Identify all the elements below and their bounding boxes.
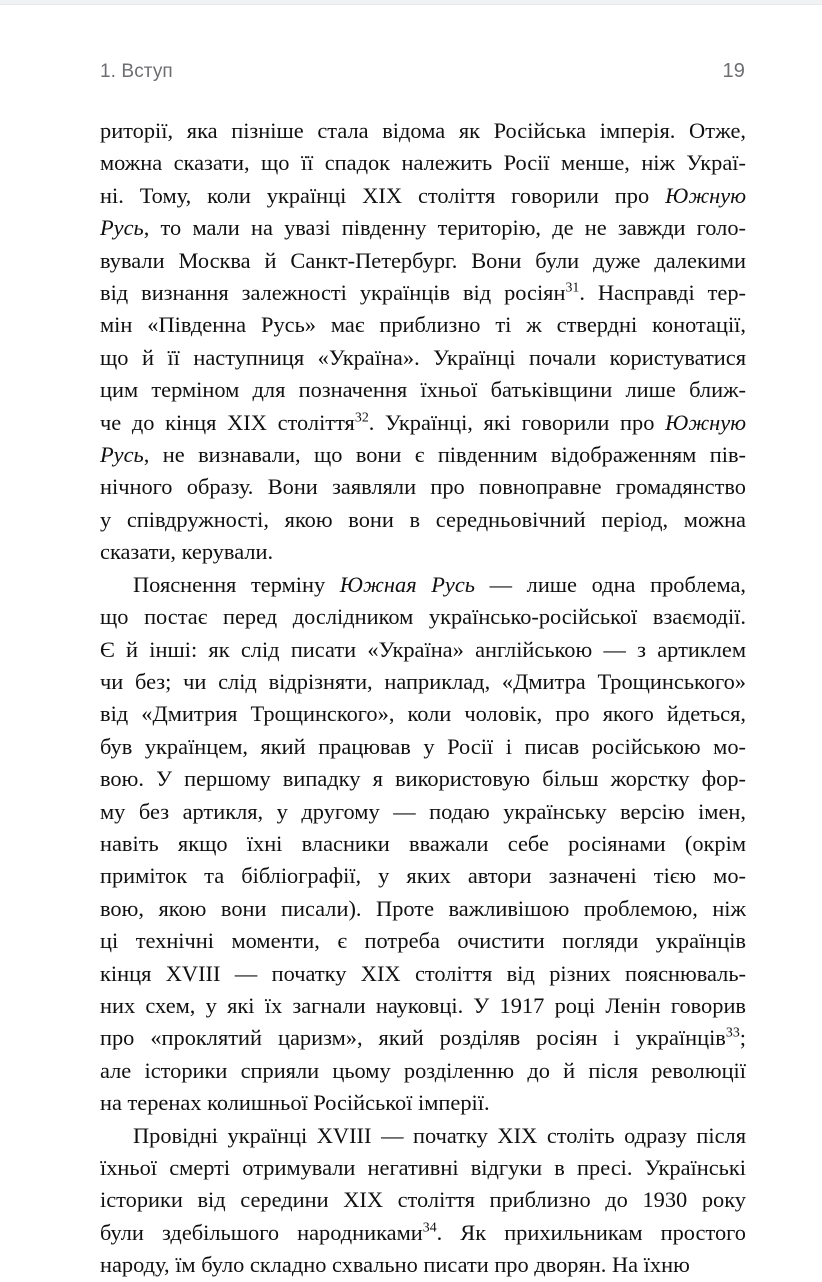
text-line: риторії, яка пізніше стала відома як Російська імперія. Отже, <box>100 118 746 143</box>
text-line: Пояснення терміну Южная Русь — лише одна проблема, <box>133 571 746 597</box>
text-line: цим терміном для позначення їхньої батьківщини лише ближ- <box>100 377 746 403</box>
text-line: навіть якщо їхні власники вважали себе росіянами (окрім <box>100 830 746 856</box>
text-line: про «проклятий царизм», який розділяв росіян і українців$^{33}$; <box>100 1025 746 1051</box>
text-line: вували Москва й Санкт-Петербург. Вони були дуже далекими <box>100 247 746 273</box>
running-header <box>100 58 745 84</box>
text-line: чи без; чи слід відрізняти, наприклад, «Дмитра Трощинського» <box>100 668 746 694</box>
text-line: у співдружності, якою вони в середньовічний період, можна <box>100 506 746 532</box>
viewer-top-edge <box>0 0 822 5</box>
text-line: Є й інші: як слід писати «Україна» англійською — з артиклем <box>100 636 746 662</box>
footnote-marker-33: 33 <box>725 1025 740 1041</box>
text-line: від «Дмитрия Трощинского», коли чоловік, про якого йдеться, <box>100 701 746 727</box>
running-header-chapter-title: 1. Вступ <box>100 61 173 82</box>
text-line: їхньої смерті отримували негативні відгуки в пресі. Українські <box>100 1155 746 1180</box>
text-line: від визнання залежності українців від росіян$^{31}$. Насправді тер- <box>100 280 746 306</box>
page-text-block <box>100 115 746 1282</box>
text-line: мін «Південна Русь» має приблизно ті ж ствердні конотації, <box>100 312 746 338</box>
text-line: вою. У першому випадку я використовую більш жорстку фор- <box>100 766 746 792</box>
text-line: Провідні українці XVIII — початку XIX століть одразу після <box>133 1122 746 1148</box>
text-line: народу, їм було складно схвально писати про дворян. На їхню <box>100 1252 690 1278</box>
italic-term: Русь <box>100 215 144 241</box>
text-line: че до кінця XIX століття$^{32}$. Українці, які говорили про Южную <box>100 409 747 435</box>
text-line: му без артикля, у другому — подаю українську версію імен, <box>100 798 746 824</box>
text-line: Русь, то мали на увазі південну територію, де не завжди голо- <box>100 215 746 241</box>
text-line: ні. Тому, коли українці XIX століття говорили про Южную <box>100 182 746 208</box>
page-number: 19 <box>722 60 745 82</box>
text-line: Русь, не визнавали, що вони є південним відображенням пів- <box>100 442 746 468</box>
text-line: сказати, керували. <box>100 539 274 565</box>
text-line: що постає перед дослідником українсько-російської взаємодії. <box>100 604 746 630</box>
italic-term: Южную <box>665 409 747 435</box>
text-line: приміток та бібліографії, у яких автори зазначені тією мо- <box>100 863 746 889</box>
text-line: них схем, у які їх загнали науковці. У 1917 році Ленін говорив <box>100 992 746 1018</box>
text-line: що й її наступниця «Україна». Українці почали користуватися <box>100 344 746 370</box>
text-line: на теренах колишньої Російської імперії. <box>100 1090 490 1116</box>
paragraph-3 <box>100 1120 746 1282</box>
footnote-marker-32: 32 <box>354 410 369 426</box>
text-line: можна сказати, що її спадок належить Росії менше, ніж Украї- <box>100 150 746 176</box>
footnote-marker-31: 31 <box>565 280 580 296</box>
italic-term: Южную <box>665 182 746 208</box>
paragraph-2 <box>100 569 746 1120</box>
italic-term: Русь <box>100 442 144 468</box>
italic-term: Южная Русь <box>339 571 475 597</box>
text-line: був українцем, який працював у Росії і писав російською мо- <box>100 733 746 759</box>
text-line: були здебільшого народниками$^{34}$. Як прихильникам простого <box>100 1219 746 1245</box>
text-line: нічного образу. Вони заявляли про повноправне громадянство <box>100 474 746 500</box>
text-line: ці технічні моменти, є потреба очистити погляди українців <box>100 928 746 954</box>
text-line: вою, якою вони писали). Проте важливішою проблемою, ніж <box>100 895 746 921</box>
footnote-marker-34: 34 <box>422 1220 437 1236</box>
text-line: кінця XVIII — початку XIX століття від різних пояснюваль- <box>100 960 746 986</box>
text-line: але історики сприяли цьому розділенню до й після революції <box>100 1057 746 1083</box>
text-line: історики від середини XIX століття приблизно до 1930 року <box>100 1187 746 1213</box>
paragraph-1 <box>100 115 746 569</box>
